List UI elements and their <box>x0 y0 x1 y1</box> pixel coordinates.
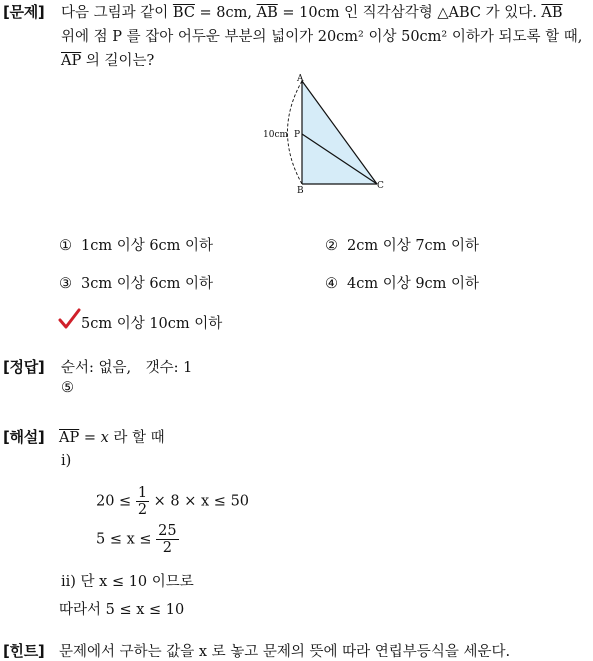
problem-line1-suffix: 인 직각삼각형 △ABC 가 있다. <box>344 5 537 21</box>
conclusion-line: 따라서 5 ≤ x ≤ 10 <box>59 602 185 618</box>
eq1-right: × 8 × x ≤ 50 <box>153 493 250 510</box>
eq2-fraction <box>156 523 178 556</box>
answer-line-2: ⑤ <box>61 380 74 396</box>
hint-text: 문제에서 구하는 값을 x 로 놓고 문제의 뜻에 따라 연립부등식을 세운다. <box>59 644 511 660</box>
solution-line-1: $\overline{AP} = x$ 라 할 때 <box>59 430 165 446</box>
problem-line1-prefix: 다음 그림과 같이 <box>61 5 169 21</box>
solution-tag: [해설] <box>3 428 45 446</box>
eq1-fraction <box>136 485 149 518</box>
answer-line-1: 순서: 없음, 갯수: 1 <box>61 360 193 376</box>
option-1-mark: ① <box>59 238 72 254</box>
equation-2 <box>96 523 179 556</box>
option-2-text: 2cm 이상 7cm 이하 <box>347 238 480 254</box>
ab-value: = 10cm <box>282 5 340 21</box>
case-2-line: ⅱ) 단 x ≤ 10 이므로 <box>61 574 194 590</box>
eq2-left: 5 ≤ x ≤ <box>96 531 152 548</box>
point-p-label: P <box>294 130 301 140</box>
problem-line-2: 위에 점 P 를 잡아 어두운 부분의 넓이가 20cm² 이상 50cm² 이하가 되도록 할 때, <box>61 29 583 45</box>
option-5[interactable] <box>59 312 222 333</box>
segment-ap: $\overline{AP}$ <box>61 53 82 69</box>
problem-line-1 <box>61 1 563 22</box>
segment-bc: $\overline{BC}$ <box>172 5 195 21</box>
segment-ab-2: $\overline{AB}$ <box>541 5 563 21</box>
option-3[interactable] <box>59 272 213 293</box>
solution-segment-ap: $\overline{AP}$ <box>59 430 80 446</box>
option-3-text: 3cm 이상 6cm 이하 <box>81 276 214 292</box>
problem-line3-suffix: 의 길이는? <box>85 53 155 69</box>
check-mark-icon <box>58 308 82 330</box>
variable-x: x <box>100 430 109 446</box>
case-1-label: ⅰ) <box>61 453 72 469</box>
option-5-text: 5cm 이상 10cm 이하 <box>81 316 223 332</box>
option-4[interactable] <box>325 272 479 293</box>
eq2-denominator: 2 <box>156 539 178 556</box>
option-1[interactable] <box>59 234 213 255</box>
option-4-text: 4cm 이상 9cm 이하 <box>347 276 480 292</box>
triangle-diagram <box>255 72 395 196</box>
option-2-mark: ② <box>325 238 338 254</box>
problem-tag: [문제] <box>3 3 45 21</box>
vertex-c-label: C <box>377 181 384 191</box>
bc-value: = 8cm, <box>199 5 252 21</box>
vertex-b-label: B <box>297 186 304 196</box>
eq1-numerator: 1 <box>137 485 148 501</box>
eq1-left: 20 ≤ <box>96 493 132 510</box>
eq2-numerator: 25 <box>158 523 177 539</box>
option-4-mark: ④ <box>325 276 338 292</box>
length-label: 10cm <box>263 130 289 140</box>
eq1-denominator: 2 <box>137 502 148 518</box>
hint-tag: [힌트] <box>3 642 45 660</box>
vertex-a-label: A <box>297 74 304 84</box>
problem-line-3 <box>61 49 154 70</box>
option-3-mark: ③ <box>59 276 72 292</box>
answer-tag: [정답] <box>3 358 45 376</box>
segment-ab: $\overline{AB}$ <box>256 5 278 21</box>
equation-1 <box>96 485 249 518</box>
option-2[interactable] <box>325 234 479 255</box>
solution-line1-rest: 라 할 때 <box>113 430 165 446</box>
option-1-text: 1cm 이상 6cm 이하 <box>81 238 214 254</box>
